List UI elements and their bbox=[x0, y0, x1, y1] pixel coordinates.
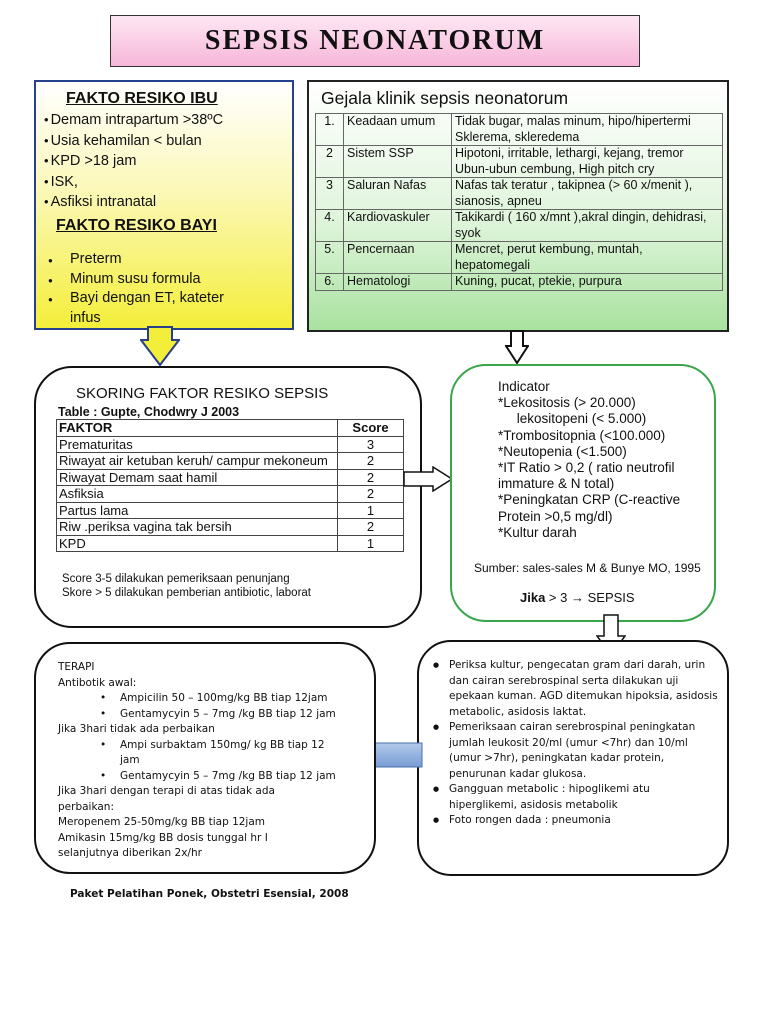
therapy-line: • Gentamycyin 5 – 7mg /kg BB tiap 12 jam bbox=[58, 769, 336, 785]
signs-cell: Nafas tak teratur , takipnea (> 60 x/menit ), sianosis, apneu bbox=[452, 178, 723, 210]
score-cell: 2 bbox=[338, 486, 404, 503]
right-arrow-icon: → bbox=[570, 590, 584, 605]
signs-cell: Tidak bugar, malas minum, hipo/hipertermi Sklerema, skleredema bbox=[452, 114, 723, 146]
down-arrow-icon bbox=[140, 326, 180, 366]
list-item: ● Foto rongen dada : pneumonia bbox=[431, 813, 721, 829]
table-row bbox=[57, 486, 404, 503]
indicator-line: *Neutopenia (<1.500) bbox=[498, 443, 627, 459]
score-cell: 2 bbox=[338, 453, 404, 470]
factor-cell: KPD bbox=[57, 535, 338, 552]
investigation-box bbox=[417, 640, 729, 876]
clinical-symptoms-table bbox=[315, 113, 723, 291]
row-number: 2 bbox=[316, 146, 344, 178]
list-item: ● Minum susu formula bbox=[44, 270, 284, 290]
list-item: ● Preterm bbox=[44, 250, 284, 270]
maternal-risk-list bbox=[44, 110, 223, 213]
score-cell: 1 bbox=[338, 535, 404, 552]
table-row bbox=[57, 519, 404, 536]
clinical-symptoms-box bbox=[307, 80, 729, 332]
list-item: • KPD >18 jam bbox=[44, 151, 223, 172]
row-number: 6. bbox=[316, 274, 344, 291]
risk-scoring-title: SKORING FAKTOR RESIKO SEPSIS bbox=[76, 385, 329, 402]
clinical-symptoms-title: Gejala klinik sepsis neonatorum bbox=[321, 88, 569, 108]
score-cell: 2 bbox=[338, 519, 404, 536]
system-cell: Pencernaan bbox=[344, 242, 452, 274]
criterion-result: SEPSIS bbox=[583, 590, 635, 605]
factor-cell: Riwayat air ketuban keruh/ campur mekoneum bbox=[57, 453, 338, 470]
criterion-prefix: Jika bbox=[520, 590, 546, 605]
indicator-line: *IT Ratio > 0,2 ( ratio neutrofil bbox=[498, 460, 675, 475]
table-row bbox=[57, 469, 404, 486]
list-item: ● Pemeriksaan cairan serebrospinal peningkatan jumlah leukosit 20/ml (umur <7hr) dan 10/ml (umur >7hr), peningkatan kadar protein, penurunan kadar glukosa. bbox=[431, 720, 721, 782]
title-banner bbox=[110, 15, 640, 67]
table-row bbox=[316, 178, 723, 210]
system-cell: Kardiovaskuler bbox=[344, 210, 452, 242]
therapy-line: • Ampicilin 50 – 100mg/kg BB tiap 12jam bbox=[58, 691, 336, 707]
score-cell: 3 bbox=[338, 436, 404, 453]
therapy-line: selanjutnya diberikan 2x/hr bbox=[58, 847, 202, 859]
therapy-line: jam bbox=[120, 754, 140, 766]
risk-scoring-box bbox=[34, 366, 422, 628]
therapy-line: Jika 3hari tidak ada perbaikan bbox=[58, 723, 215, 735]
table-header-row bbox=[57, 420, 404, 437]
lab-indicator-box bbox=[450, 364, 716, 622]
table-row bbox=[57, 502, 404, 519]
page-title: SEPSIS NEONATORUM bbox=[204, 25, 546, 56]
risk-scoring-table bbox=[56, 419, 404, 552]
indicator-line: Protein >0,5 mg/dl) bbox=[498, 508, 613, 524]
indicator-line: immature & N total) bbox=[498, 476, 615, 492]
right-arrow-icon bbox=[403, 466, 453, 492]
therapy-line: perbaikan: bbox=[58, 800, 114, 813]
source-footer: Paket Pelatihan Ponek, Obstetri Esensial, 2008 bbox=[70, 888, 349, 900]
list-item: • ISK, bbox=[44, 172, 223, 193]
system-cell: Keadaan umum bbox=[344, 114, 452, 146]
infant-risk-list bbox=[44, 250, 284, 328]
list-item: • Asfiksi intranatal bbox=[44, 192, 223, 213]
list-item: • Usia kehamilan < bulan bbox=[44, 131, 223, 152]
column-header-factor: FAKTOR bbox=[57, 420, 338, 437]
indicator-line: lekositopeni (< 5.000) bbox=[498, 411, 647, 427]
scoring-note: Score 3-5 dilakukan pemeriksaan penunjang bbox=[62, 573, 290, 585]
indicator-line: *Trombositopnia (<100.000) bbox=[498, 427, 666, 443]
therapy-line: Jika 3hari dengan terapi di atas tidak ada bbox=[58, 785, 275, 797]
signs-cell: Mencret, perut kembung, muntah, hepatomegali bbox=[452, 242, 723, 274]
factor-cell: Riwayat Demam saat hamil bbox=[57, 469, 338, 486]
factor-cell: Riw .periksa vagina tak bersih bbox=[57, 519, 338, 536]
list-item-continuation: infus bbox=[70, 309, 101, 326]
factor-cell: Asfiksia bbox=[57, 486, 338, 503]
table-row bbox=[57, 436, 404, 453]
system-cell: Saluran Nafas bbox=[344, 178, 452, 210]
therapy-line: Meropenem 25-50mg/kg BB tiap 12jam bbox=[58, 816, 266, 828]
scoring-note: Skore > 5 dilakukan pemberian antibiotic, laborat bbox=[62, 587, 311, 599]
row-number: 1. bbox=[316, 114, 344, 146]
column-header-score: Score bbox=[338, 420, 404, 437]
signs-cell: Hipotoni, irritable, lethargi, kejang, tremor Ubun-ubun cembung, High pitch cry bbox=[452, 146, 723, 178]
list-item: • Demam intrapartum >38ºC bbox=[44, 110, 223, 131]
list-item: ● Bayi dengan ET, kateter bbox=[44, 289, 284, 309]
sepsis-criterion bbox=[520, 590, 635, 605]
therapy-line: Antibotik awal: bbox=[58, 676, 137, 689]
row-number: 3 bbox=[316, 178, 344, 210]
table-row bbox=[316, 210, 723, 242]
therapy-line: TERAPI bbox=[58, 661, 95, 673]
score-cell: 2 bbox=[338, 469, 404, 486]
criterion-condition: > 3 bbox=[545, 590, 571, 605]
list-item: ● Gangguan metabolic : hipoglikemi atu hiperglikemi, asidosis metabolik bbox=[431, 782, 721, 813]
system-cell: Sistem SSP bbox=[344, 146, 452, 178]
indicator-heading: Indicator bbox=[498, 379, 550, 394]
table-row bbox=[316, 146, 723, 178]
therapy-box bbox=[34, 642, 376, 874]
table-row bbox=[57, 453, 404, 470]
table-row bbox=[316, 114, 723, 146]
indicator-source: Sumber: sales-sales M & Bunye MO, 1995 bbox=[474, 561, 701, 575]
system-cell: Hematologi bbox=[344, 274, 452, 291]
risk-scoring-source: Table : Gupte, Chodwry J 2003 bbox=[58, 405, 240, 419]
indicator-line: *Lekositosis (> 20.000) bbox=[498, 395, 636, 411]
therapy-line: Amikasin 15mg/kg BB dosis tunggal hr I bbox=[58, 831, 268, 844]
risk-factors-box bbox=[34, 80, 294, 330]
list-item: ● Periksa kultur, pengecatan gram dari darah, urin dan cairan serebrospinal serta dilakukan uji epekaan kuman. AGD ditemukan hipoksia, asidosis metabolic, asidosis laktat. bbox=[431, 658, 721, 720]
score-cell: 1 bbox=[338, 502, 404, 519]
factor-cell: Partus lama bbox=[57, 502, 338, 519]
therapy-line: • Ampi surbaktam 150mg/ kg BB tiap 12 bbox=[58, 738, 336, 754]
therapy-line: • Gentamycyin 5 – 7mg /kg BB tiap 12 jam bbox=[58, 707, 336, 723]
row-number: 4. bbox=[316, 210, 344, 242]
indicator-line: *Peningkatan CRP (C-reactive bbox=[498, 492, 681, 508]
table-row bbox=[316, 242, 723, 274]
factor-cell: Prematuritas bbox=[57, 436, 338, 453]
indicator-line: *Kultur darah bbox=[498, 524, 577, 540]
infant-risk-heading: FAKTO RESIKO BAYI bbox=[56, 217, 217, 234]
down-arrow-icon bbox=[505, 330, 529, 364]
table-row bbox=[57, 535, 404, 552]
row-number: 5. bbox=[316, 242, 344, 274]
signs-cell: Kuning, pucat, ptekie, purpura bbox=[452, 274, 723, 291]
signs-cell: Takikardi ( 160 x/mnt ),akral dingin, dehidrasi, syok bbox=[452, 210, 723, 242]
investigation-list bbox=[431, 658, 721, 829]
table-row bbox=[316, 274, 723, 291]
maternal-risk-heading: FAKTO RESIKO IBU bbox=[66, 90, 218, 107]
